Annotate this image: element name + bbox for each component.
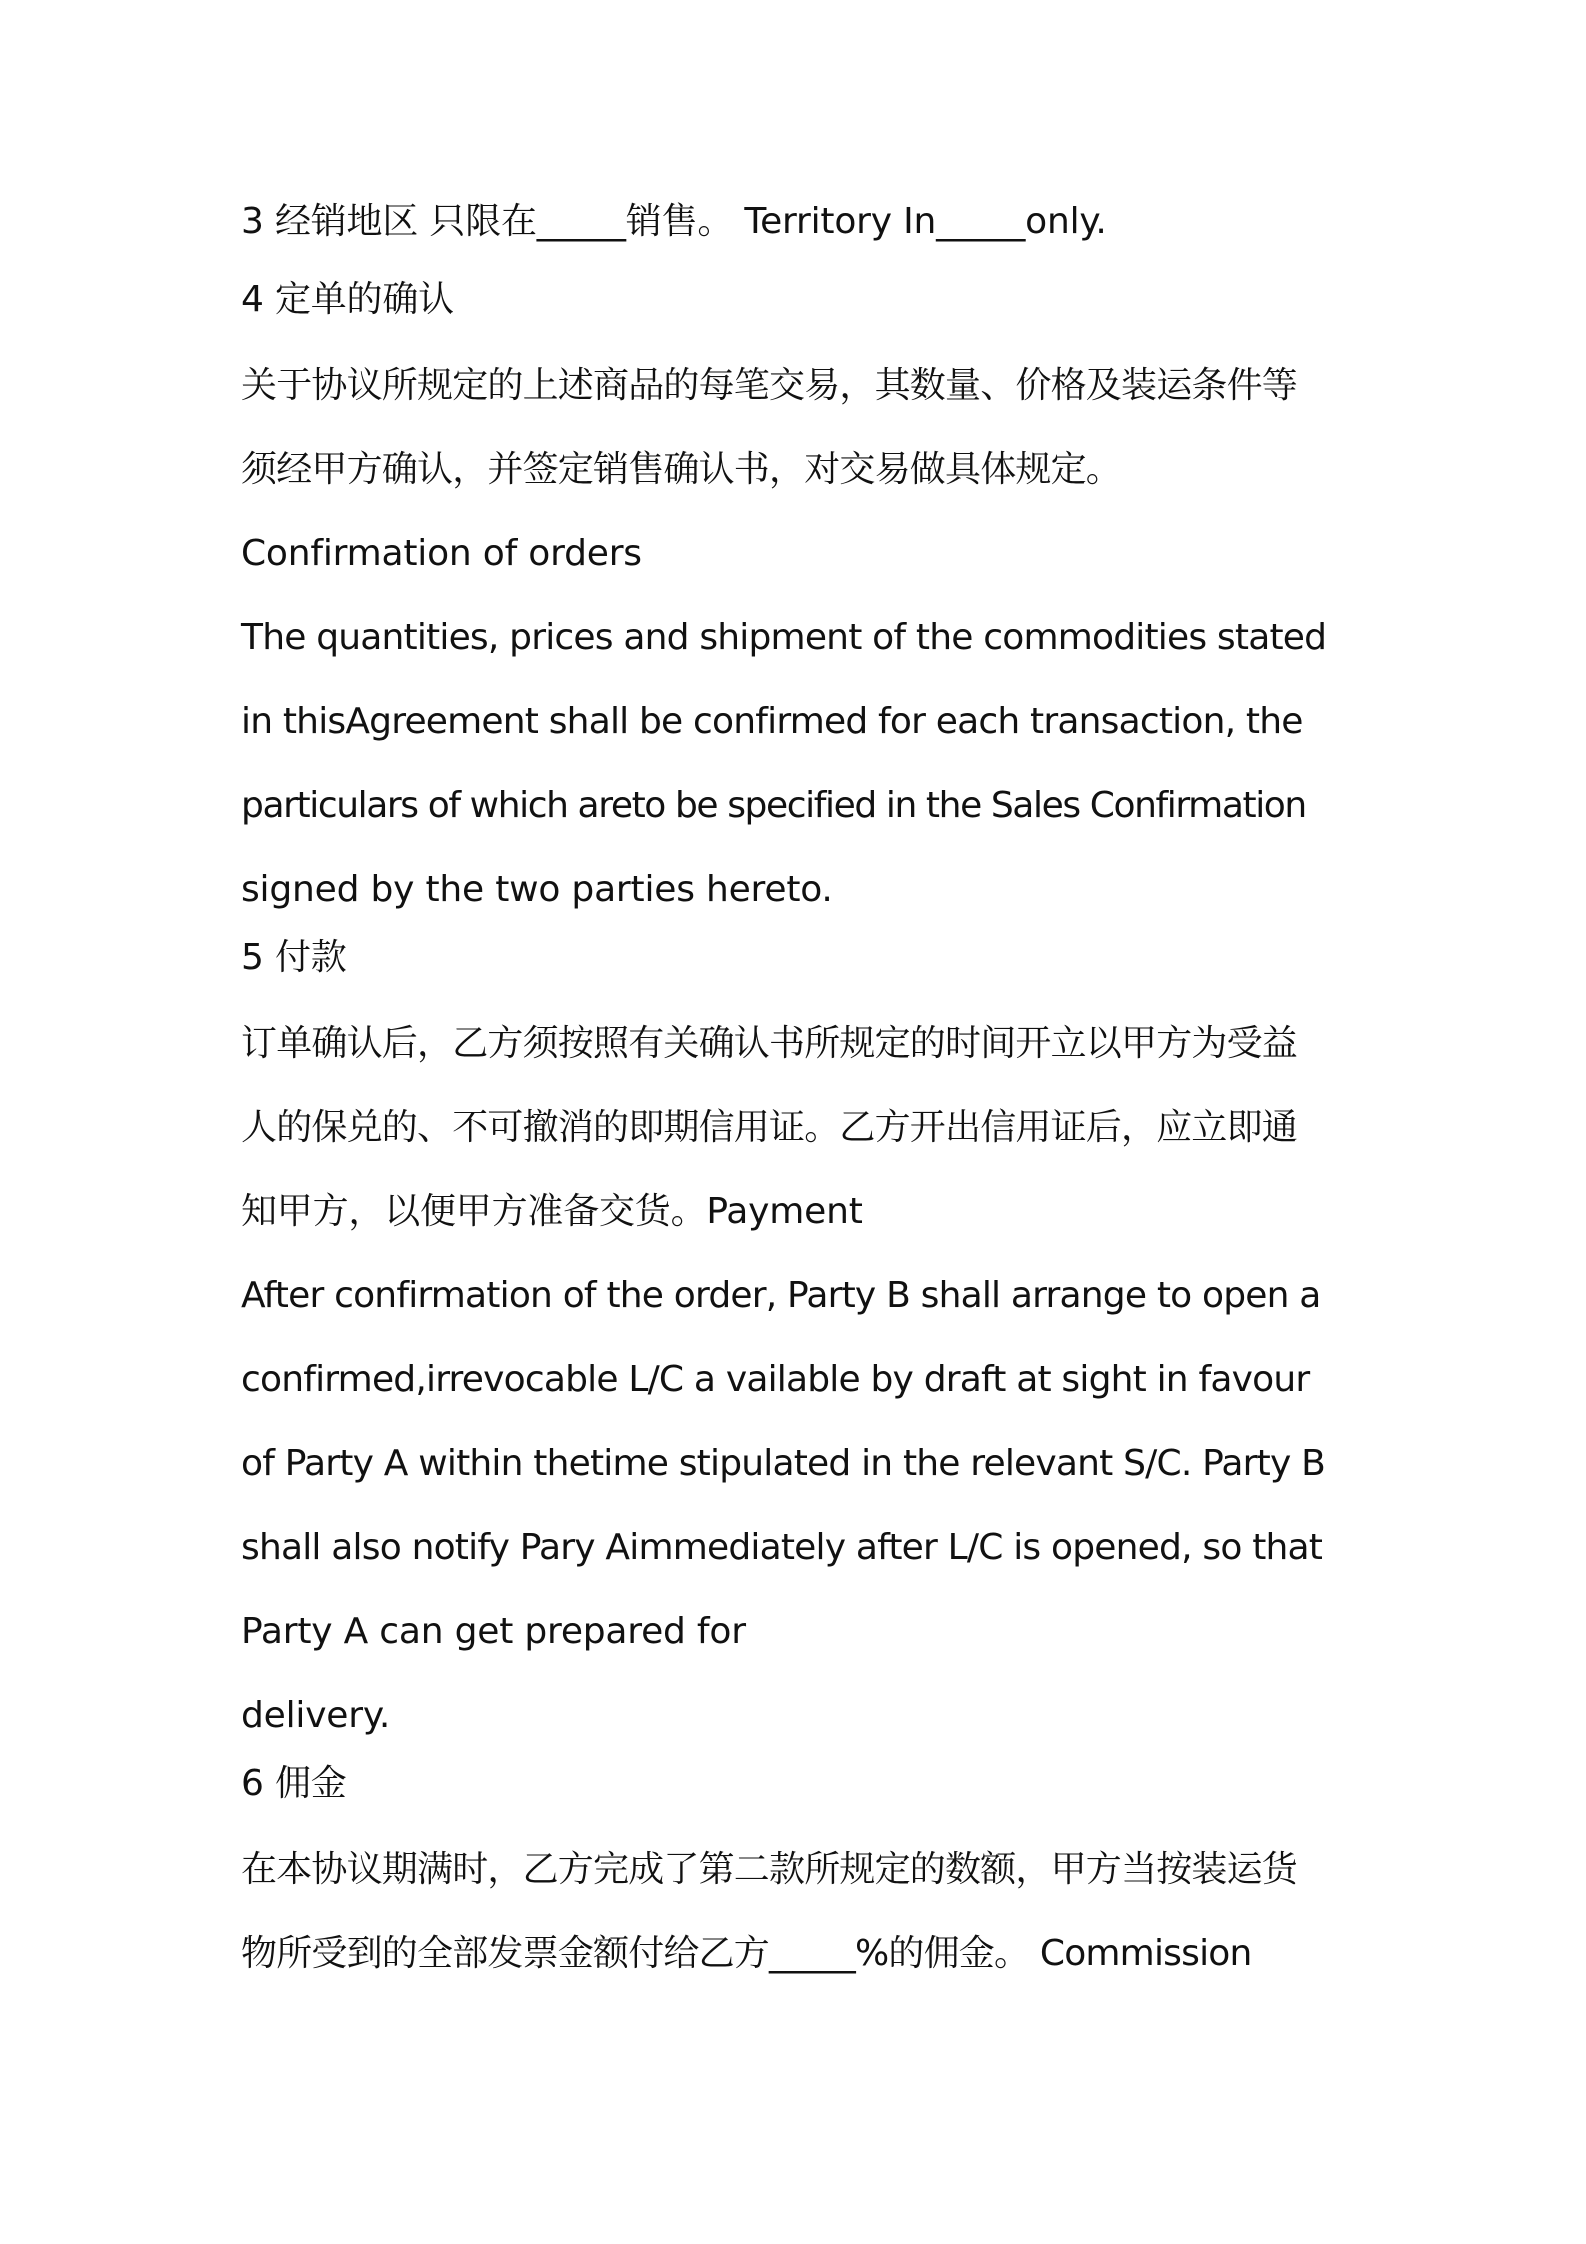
paragraph-line: 须经甲方确认，并签定销售确认书，对交易做具体规定。 <box>241 449 1122 490</box>
section-5-chinese-paragraph <box>241 1002 1361 1254</box>
section-5-english-paragraph <box>241 1254 1361 1674</box>
paragraph-line: shall also notify Pary Aimmediately after L/C is opened, so that <box>241 1527 1323 1568</box>
section-5-english-tail: delivery. <box>241 1695 391 1736</box>
section-5-heading: 5 付款 <box>241 937 347 978</box>
paragraph-line: of Party A within thetime stipulated in the relevant S/C. Party B <box>241 1443 1326 1484</box>
paragraph-line: 在本协议期满时，乙方完成了第二款所规定的数额，甲方当按装运货 <box>241 1849 1298 1890</box>
paragraph-line: 关于协议所规定的上述商品的每笔交易，其数量、价格及装运条件等 <box>241 365 1298 406</box>
paragraph-line: signed by the two parties hereto. <box>241 869 833 910</box>
section-4-heading: 4 定单的确认 <box>241 279 454 320</box>
paragraph-line: particulars of which areto be specified in the Sales Confirmation <box>241 785 1306 826</box>
paragraph-line: 人的保兑的、不可撤消的即期信用证。乙方开出信用证后，应立即通 <box>241 1107 1298 1148</box>
section-4-english-paragraph <box>241 596 1361 932</box>
document-body <box>241 196 1361 1996</box>
section-4-english-heading: Confirmation of orders <box>241 533 642 574</box>
paragraph-line: 物所受到的全部发票金额付给乙方_____%的佣金。 Commission <box>241 1933 1252 1974</box>
section-6-heading: 6 佣金 <box>241 1763 347 1804</box>
section-4-chinese-paragraph <box>241 344 1361 512</box>
paragraph-line: 订单确认后，乙方须按照有关确认书所规定的时间开立以甲方为受益 <box>241 1023 1298 1064</box>
paragraph-line: After confirmation of the order, Party B shall arrange to open a <box>241 1275 1321 1316</box>
paragraph-line: Party A can get prepared for <box>241 1611 746 1652</box>
section-3-territory: 3 经销地区 只限在_____销售。 Territory In_____only. <box>241 201 1107 242</box>
paragraph-line: in thisAgreement shall be confirmed for each transaction, the <box>241 701 1303 742</box>
paragraph-line: 知甲方，以便甲方准备交货。Payment <box>241 1191 863 1232</box>
paragraph-line: confirmed,irrevocable L/C a vailable by draft at sight in favour <box>241 1359 1310 1400</box>
paragraph-line: The quantities, prices and shipment of the commodities stated <box>241 617 1327 658</box>
section-6-chinese-paragraph <box>241 1828 1361 1996</box>
